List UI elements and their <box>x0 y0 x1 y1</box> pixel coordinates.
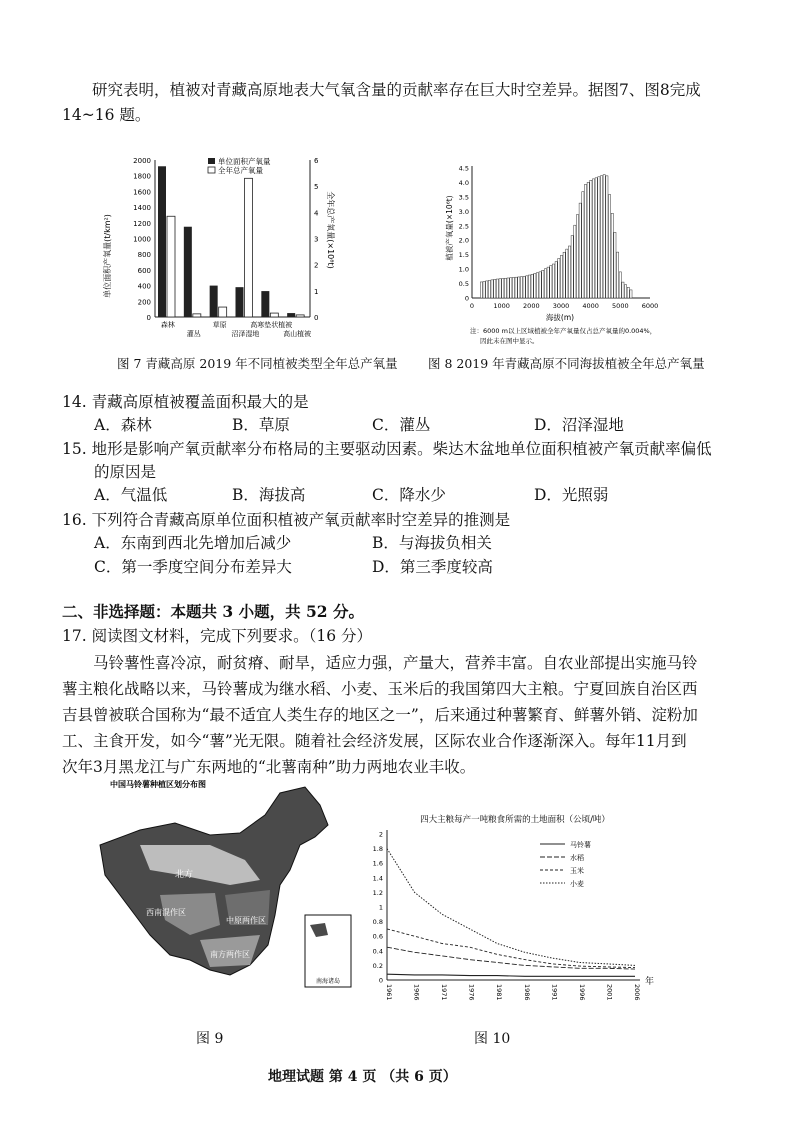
fig9-title: 中国马铃薯种植区划分布图 <box>110 780 206 789</box>
fig8-bar <box>603 175 605 298</box>
fig8-bar <box>504 278 506 298</box>
intro-line-1: 研究表明，植被对青藏高原地表大气氧含量的贡献率存在巨大时空差异。据图7、图8完成 <box>92 81 701 99</box>
fig8-bar <box>510 278 512 298</box>
fig8-bar <box>550 266 552 298</box>
fig8-bar <box>595 178 597 298</box>
fig7-ytick-right: 0 <box>314 314 319 322</box>
fig8-bar <box>582 192 584 298</box>
fig7-category-label: 高山植被 <box>283 330 312 338</box>
fig8-xtick: 1000 <box>493 302 510 310</box>
fig10-ytick: 1.2 <box>372 888 383 897</box>
fig10-ytick: 0.6 <box>372 932 383 941</box>
fig8-xtick: 4000 <box>582 302 599 310</box>
fig7-category-label: 沼泽湿地 <box>231 330 260 338</box>
fig10-xtick: 1996 <box>577 984 586 1001</box>
fig8-xtick: 2000 <box>523 302 540 310</box>
fig8-bar <box>592 179 594 298</box>
fig10-ytick: 1.8 <box>372 845 383 854</box>
fig8-bar <box>574 225 576 298</box>
section-2-heading: 二、非选择题：本题共 3 小题，共 52 分。 <box>62 602 364 621</box>
q14-stem: 14. 青藏高原植被覆盖面积最大的是 <box>62 393 309 411</box>
fig10-ytick: 1.4 <box>372 874 383 883</box>
fig10-ytick: 0.8 <box>372 918 383 927</box>
q15-stem-1: 15. 地形是影响产氧贡献率分布格局的主要驱动因素。柴达木盆地单位面积植被产氧贡献率偏低 <box>62 440 712 458</box>
fig8-xtick: 6000 <box>641 302 659 310</box>
fig10-series-line <box>387 849 635 966</box>
fig10-xtick: 2006 <box>633 984 641 1001</box>
fig8-ytick: 3.0 <box>458 207 469 216</box>
fig8-bar <box>552 264 554 298</box>
fig8-bar <box>528 275 530 298</box>
fig10-series-line <box>387 947 635 969</box>
fig8-bar <box>606 176 608 298</box>
fig8-bar <box>616 252 618 298</box>
region-label-south: 南方两作区 <box>210 950 250 959</box>
fig8-bar <box>614 232 616 298</box>
fig8-bar <box>624 285 626 298</box>
fig7-bar-total <box>296 315 304 317</box>
fig8-bar <box>630 290 632 298</box>
fig7-bar-unit-area <box>287 313 295 317</box>
q15-stem-2: 的原因是 <box>94 463 157 481</box>
fig8-bar <box>539 272 541 298</box>
fig10-ytick: 0.2 <box>372 961 383 970</box>
fig8-ytick: 3.5 <box>458 193 469 202</box>
fig8-bar <box>534 273 536 298</box>
fig8-bar <box>560 255 562 298</box>
fig10-xtick: 2001 <box>605 984 614 1001</box>
fig7-ytick-left: 1400 <box>133 204 151 213</box>
fig7-bar-total <box>245 178 253 317</box>
fig7-legend-1: 单位面积产氧量 <box>218 157 271 166</box>
fig8-bar <box>536 273 538 298</box>
fig8-bar <box>523 276 525 298</box>
fig8-bar <box>483 281 485 298</box>
fig8-xtick: 3000 <box>552 302 570 310</box>
page-footer: 地理试题 第 4 页 （共 6 页） <box>268 1069 457 1085</box>
q16-option-c: C．第一季度空间分布差异大 <box>94 558 292 576</box>
fig8-bar <box>598 177 600 298</box>
fig8-bar <box>555 262 557 298</box>
fig8-bar <box>566 249 568 298</box>
figure-9-caption: 图 9 <box>196 1031 224 1047</box>
figure-10-caption: 图 10 <box>474 1031 511 1047</box>
fig10-xtick: 1976 <box>467 984 476 1001</box>
fig7-bar-total <box>193 314 201 317</box>
fig7-category-label: 草原 <box>212 321 227 329</box>
fig8-bar <box>576 215 578 298</box>
fig8-ytick: 0.5 <box>458 280 469 289</box>
fig8-bar <box>627 287 629 298</box>
fig7-ytick-right: 6 <box>314 157 319 165</box>
fig8-bar <box>515 277 517 298</box>
fig10-xtick: 1991 <box>550 984 559 1001</box>
fig7-ytick-left: 1800 <box>133 172 151 181</box>
fig7-bar-total <box>270 313 278 317</box>
fig8-note-2: 因此未在图中显示。 <box>480 337 539 345</box>
fig8-bar <box>590 180 592 298</box>
q15-option-c: C．降水少 <box>372 486 446 504</box>
fig10-xtick: 1966 <box>412 984 421 1001</box>
fig10-xtick: 1961 <box>385 984 393 1001</box>
fig7-bar-unit-area <box>236 287 244 317</box>
fig10-legend-label: 马铃薯 <box>570 841 591 849</box>
fig8-ytick: 4.0 <box>458 178 469 187</box>
fig8-ytick: 1.5 <box>458 251 469 260</box>
region-label-central: 中原两作区 <box>226 916 266 925</box>
q17-stem: 17. 阅读图文材料，完成下列要求。（16 分） <box>62 627 372 645</box>
fig8-bar <box>499 279 501 298</box>
fig10-year-label: 年 <box>645 977 655 987</box>
legend-swatch-solid <box>208 158 215 164</box>
fig10-legend-label: 小麦 <box>570 880 584 888</box>
fig7-legend-2: 全年总产氧量 <box>218 166 263 175</box>
q17-material: 马铃薯性喜冷凉，耐贫瘠、耐旱，适应力强，产量大，营养丰富。自农业部提出实施马铃薯主粮化战略以来，马铃薯成为继水稻、小麦、玉米后的我国第四大主粮。宁夏回族自治区西吉县曾被联合国称为“最不适宜人类生存的地区之一”，后来通过种薯繁育、鲜薯外销、淀粉加工、主食开发，如今“薯”光无限。随着社会经济发展，区际农业合作逐渐深入。每年11月到次年3月黑龙江与广东两地的“北薯南种”助力两地农业丰收。 <box>62 654 698 776</box>
fig8-bar <box>518 277 520 298</box>
fig8-ytick: 4.5 <box>458 164 469 173</box>
fig8-xtick: 5000 <box>612 302 629 310</box>
fig7-ytick-left: 600 <box>137 266 151 275</box>
fig7-category-label: 灌丛 <box>186 330 201 338</box>
fig10-ytick: 1.6 <box>372 859 383 868</box>
q14-option-d: D．沼泽湿地 <box>534 416 624 434</box>
fig7-ytick-left: 800 <box>137 251 151 260</box>
fig8-bar <box>571 236 573 298</box>
fig8-bar <box>608 195 610 298</box>
fig7-ytick-left: 0 <box>146 314 151 322</box>
legend-swatch-hollow <box>208 167 215 173</box>
fig7-ytick-left: 1200 <box>133 219 151 228</box>
fig8-ytick: 2.0 <box>458 236 469 245</box>
fig8-ylabel: 植被产氧量(×10⁶t) <box>445 195 454 261</box>
figure-9-map <box>80 775 370 1015</box>
fig8-bar <box>491 280 493 298</box>
fig8-bar <box>507 278 509 298</box>
fig10-xtick: 1971 <box>440 984 449 1001</box>
q16-stem: 16. 下列符合青藏高原单位面积植被产氧贡献率时空差异的推测是 <box>62 511 511 529</box>
fig8-xlabel: 海拔(m) <box>545 313 575 322</box>
fig10-title: 四大主粮每产一吨粮食所需的土地面积（公顷/吨） <box>420 815 610 825</box>
fig8-bar <box>584 184 586 298</box>
fig8-bar <box>568 246 570 298</box>
q15-option-b: B．海拔高 <box>232 486 306 504</box>
fig10-legend-label: 水稻 <box>570 854 584 862</box>
q15-option-a: A．气温低 <box>94 486 168 504</box>
fig8-ytick: 0 <box>464 294 469 303</box>
figure-8-chart <box>440 158 680 348</box>
fig8-bar <box>526 276 528 298</box>
fig8-bar <box>544 269 546 298</box>
fig8-bar <box>502 279 504 299</box>
region-label-southwest: 西南混作区 <box>146 908 186 917</box>
fig8-note-1: 注：6000 m以上区域植被全年产氧量仅占总产氧量的0.004%， <box>470 327 657 335</box>
q14-option-c: C．灌丛 <box>372 416 431 434</box>
fig8-bar <box>600 176 602 298</box>
fig7-ytick-right: 1 <box>314 287 319 296</box>
fig7-bar-unit-area <box>184 227 192 317</box>
fig8-bar <box>531 274 533 298</box>
figure-7-chart <box>100 150 340 350</box>
fig7-ytick-right: 4 <box>314 209 319 218</box>
fig7-ytick-left: 2000 <box>133 157 151 165</box>
q14-option-b: B．草原 <box>232 416 290 434</box>
fig8-bar <box>547 267 549 298</box>
fig8-bar <box>619 272 621 298</box>
region-label-north: 北方 <box>175 870 194 880</box>
fig8-bar <box>486 281 488 298</box>
fig10-ytick: 1 <box>378 903 383 912</box>
fig10-xtick: 1986 <box>522 984 531 1001</box>
q16-option-a: A．东南到西北先增加后减少 <box>94 534 292 552</box>
fig8-bar <box>520 277 522 298</box>
fig7-ytick-right: 2 <box>314 261 319 270</box>
fig7-bar-unit-area <box>158 166 166 317</box>
fig8-bar <box>587 182 589 298</box>
figure-8-caption: 图 8 2019 年青藏高原不同海拔植被全年总产氧量 <box>428 356 705 371</box>
fig10-series-line <box>387 974 635 976</box>
fig8-bar <box>512 277 514 298</box>
fig8-xtick: 0 <box>469 302 475 310</box>
q16-option-b: B．与海拔负相关 <box>372 534 492 552</box>
fig7-bar-unit-area <box>210 286 218 317</box>
fig7-category-label: 高寒垫状植被 <box>250 321 293 329</box>
fig10-xtick: 1981 <box>495 984 504 1001</box>
fig8-bar <box>558 258 560 298</box>
fig7-bar-total <box>167 216 175 317</box>
fig7-bar-unit-area <box>261 291 269 317</box>
fig7-bar-total <box>219 307 227 317</box>
fig7-ytick-right: 5 <box>314 183 319 192</box>
fig7-ytick-left: 400 <box>137 282 151 291</box>
fig8-bar <box>563 252 565 298</box>
fig8-ytick: 2.5 <box>458 222 469 231</box>
fig7-ytick-left: 200 <box>137 298 151 307</box>
fig7-ylabel-right: 全年总产氧量(×10⁸t) <box>326 191 335 269</box>
inset-label: 南海诸岛 <box>315 978 341 985</box>
q15-option-d: D．光照弱 <box>534 486 609 504</box>
figure-10-chart <box>365 812 665 1017</box>
fig8-bar <box>611 213 613 298</box>
fig8-bar <box>579 203 581 298</box>
fig7-category-label: 森林 <box>160 321 175 329</box>
intro-line-2: 14~16 题。 <box>62 106 151 124</box>
fig8-bar <box>622 282 624 298</box>
fig10-ytick: 2 <box>378 830 383 839</box>
fig8-bar <box>488 280 490 298</box>
fig10-series-line <box>387 929 635 968</box>
fig8-bar <box>480 282 482 298</box>
q14-option-a: A．森林 <box>94 416 152 434</box>
fig10-legend-label: 玉米 <box>570 867 584 875</box>
fig8-bar <box>542 270 544 298</box>
fig7-ytick-left: 1000 <box>133 235 151 244</box>
fig10-ytick: 0.4 <box>372 947 383 956</box>
fig8-ytick: 1.0 <box>458 265 469 274</box>
fig7-ytick-left: 1600 <box>133 188 151 197</box>
fig7-ytick-right: 3 <box>314 235 319 244</box>
figure-7-caption: 图 7 青藏高原 2019 年不同植被类型全年总产氧量 <box>117 356 398 371</box>
fig8-bar <box>496 279 498 298</box>
fig8-bar <box>494 279 496 298</box>
q16-option-d: D．第三季度较高 <box>372 558 493 576</box>
fig7-ylabel-left: 单位面积产氧量(t/km²) <box>103 214 112 298</box>
fig10-ytick: 0 <box>378 976 383 985</box>
